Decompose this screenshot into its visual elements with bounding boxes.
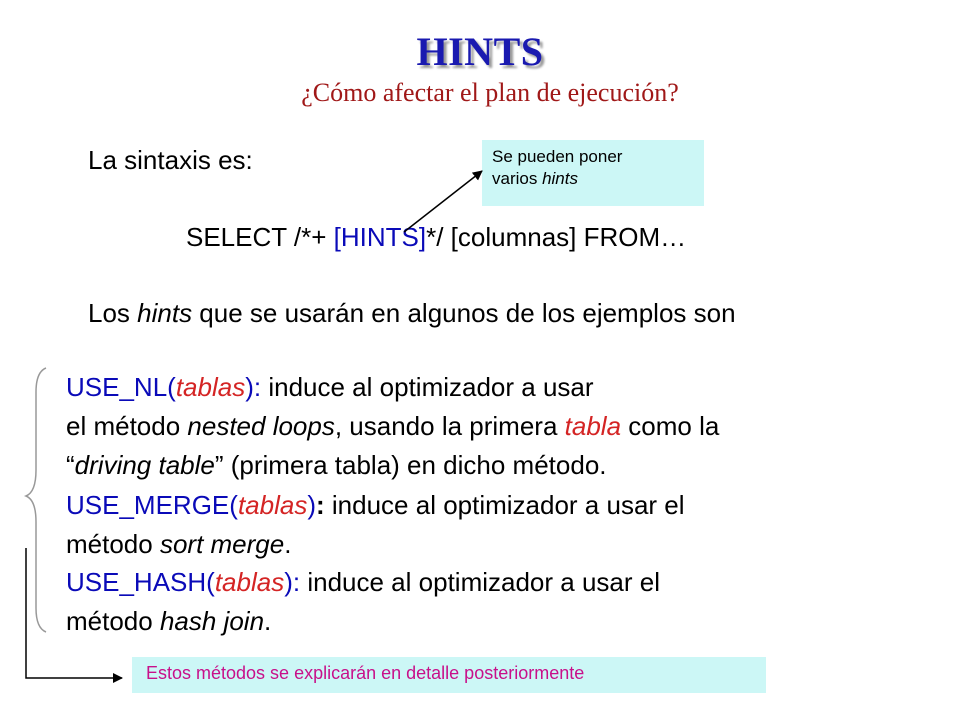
note-line-1: Se pueden poner bbox=[492, 147, 623, 166]
use-merge-line-1: USE_MERGE(tablas): induce al optimizador a usar el bbox=[66, 490, 685, 520]
slide-title: HINTS bbox=[416, 29, 544, 74]
note-methods-explained-later: Estos métodos se explicarán en detalle posteriormente bbox=[132, 657, 766, 693]
use-nl-line-1: USE_NL(tablas): induce al optimizador a usar bbox=[66, 372, 594, 402]
use-nl-line-2: el método nested loops, usando la primera tabla como la bbox=[66, 411, 720, 441]
hints-intro: Los hints que se usarán en algunos de los ejemplos son bbox=[88, 298, 736, 328]
slide-subtitle: ¿Cómo afectar el plan de ejecución? bbox=[301, 78, 679, 107]
use-merge-name: USE_MERGE bbox=[66, 490, 230, 520]
connector-to-bottom-note bbox=[26, 548, 122, 678]
use-hash-line-2: método hash join. bbox=[66, 606, 272, 636]
left-brace bbox=[26, 368, 46, 632]
use-hash-line-1: USE_HASH(tablas): induce al optimizador a usar el bbox=[66, 567, 660, 597]
use-nl-name: USE_NL bbox=[66, 372, 168, 402]
syntax-intro: La sintaxis es: bbox=[88, 145, 253, 175]
arrow-to-note bbox=[404, 171, 482, 232]
use-nl-line-3: “driving table” (primera tabla) en dicho método. bbox=[66, 450, 607, 480]
syntax-rest: */ [columnas] FROM… bbox=[426, 222, 687, 252]
use-hash-name: USE_HASH bbox=[66, 567, 207, 597]
use-merge-line-2: método sort merge. bbox=[66, 529, 292, 559]
syntax-hints: [HINTS] bbox=[333, 222, 427, 252]
syntax-select: SELECT /*+ bbox=[186, 222, 334, 252]
note-line-2: varios hints bbox=[492, 169, 578, 188]
